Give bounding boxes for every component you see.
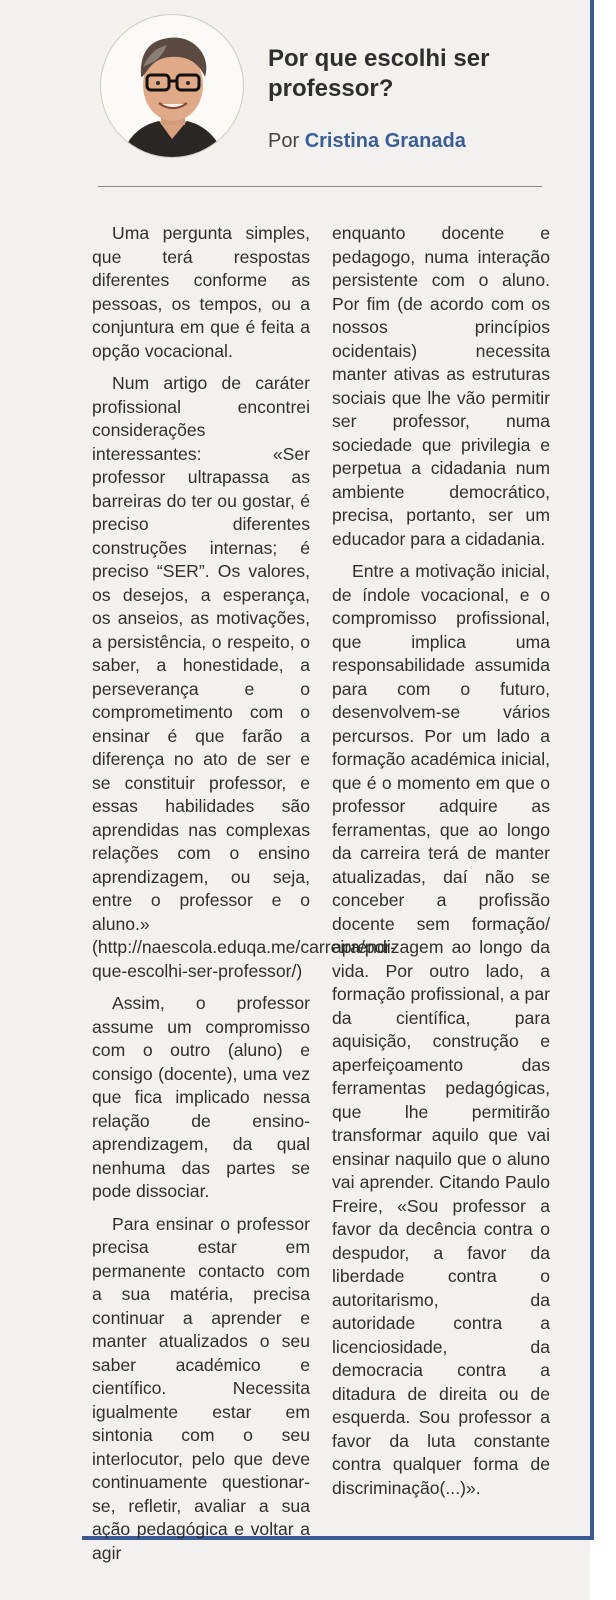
article-title: Por que escolhi ser professor?: [268, 45, 490, 102]
header-divider: [98, 186, 542, 187]
author-photo: [100, 14, 244, 158]
article-column-left: [92, 222, 397, 1574]
author-name: Cristina Granada: [304, 130, 466, 152]
paragraph: Num artigo de caráter profissional encontrei considerações interessantes: «Ser professor ultrapassa as barreiras do ter ou gostar, é preciso diferentes construções internas; é preciso “SER”. Os valores, os desejos, a esperança, os anseios, as motivações, a persistência, o respeito, o saber, a honestidade, a perseverança e o comprometimento com o ensinar é que farão a diferença no ato de ser e se constituir professor, e essas habilidades são aprendidas nas complexas relações com o ensino aprendizagem, ou seja, entre o professor e o aluno.» (http://naescola.eduqa.me/carreira/por-que-escolhi-ser-professor/): [92, 373, 397, 981]
paragraph: Para ensinar o professor precisa estar em permanente contacto com a sua matéria, precisa continuar a aprender e manter atualizados o seu saber académico e científico. Necessita igualmente estar em sintonia com o seu interlocutor, pelo que deve continuamente questionar-se, refletir, avaliar a sua ação pedagógica e voltar a agir: [92, 1213, 310, 1563]
paragraph: Uma pergunta simples, que terá respostas diferentes conforme as pessoas, os tempos, ou a conjuntura em que é feita a opção vocacional.: [92, 223, 310, 361]
article-byline: [268, 130, 466, 153]
right-border-rule: [590, 0, 594, 1536]
paragraph-continued: enquanto docente e pedagogo, numa interação persistente com o aluno. Por fim (de acordo com os nossos princípios ocidentais) necessita manter ativas as estruturas sociais que lhe vão permitir ser professor, numa sociedade que privilegia e perpetua a cidadania num ambiente democrático, precisa, portanto, ser um educador para a cidadania.: [332, 223, 550, 549]
byline-prefix: Por: [268, 130, 300, 152]
article-column-right: [332, 222, 550, 1509]
paragraph: Entre a motivação inicial, de índole vocacional, e o compromisso profissional, que implica uma responsabilidade assumida para com o futuro, desenvolvem-se vários percursos. Por um lado a formação académica inicial, que é o momento em que o professor adquire as ferramentas, que ao longo da carreira terá de manter atualizadas, daí não se conceber a profissão docente sem formação/ aprendizagem ao longo da vida. Por outro lado, a formação profissional, a par da científica, para aquisição, construção e aperfeiçoamento das ferramentas pedagógicas, que lhe permitirão transformar aquilo que vai ensinar naquilo que o aluno vai aprender. Citando Paulo Freire, «Sou professor a favor da decência contra o despudor, a favor da liberdade contra o autoritarismo, da autoridade contra a licenciosidade, da democracia contra a ditadura de direita ou de esquerda. Sou professor a favor da luta constante contra qualquer forma de discriminação(...)».: [332, 561, 550, 1498]
paragraph: Assim, o professor assume um compromisso com o outro (aluno) e consigo (docente), uma vez que fica implicado nessa relação de ensino-aprendizagem, da qual nenhuma das partes se pode dissociar.: [92, 993, 310, 1201]
